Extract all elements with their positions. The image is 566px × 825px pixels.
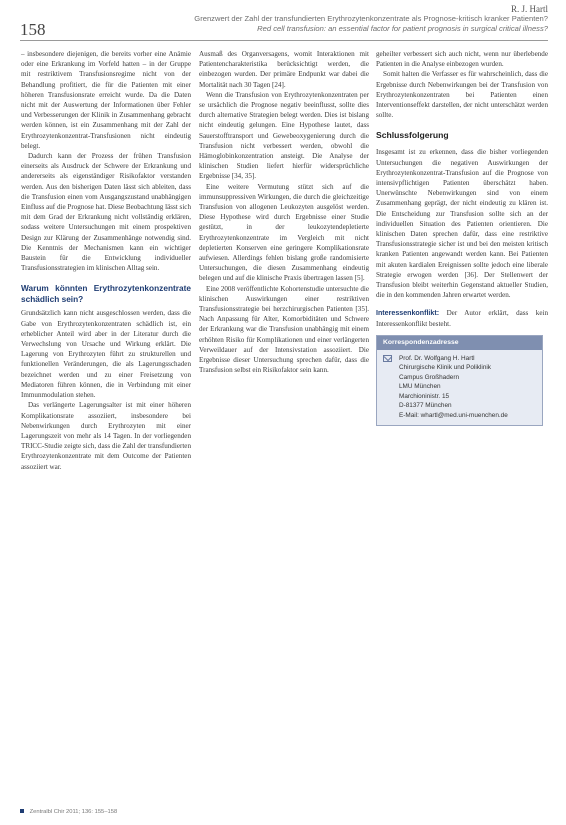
- correspondence-address: [377, 350, 542, 425]
- correspondence-line: D-81377 München: [399, 402, 452, 410]
- correspondence-line: Chirurgische Klinik und Poliklinik: [399, 364, 491, 372]
- text-column-3: [376, 49, 548, 426]
- body-paragraph: Insgesamt ist zu erkennen, dass die bisher vorliegenden Untersuchungen die negativen Auswirkungen der Erythrozytenkonzentrat-Transfusion auf die Prognose von intensivpflichtigen Patienten überschätzt haben. Unerwünschte Nebenwirkungen sind von einem Zusammenhang geprägt, der nicht eindeutig zu klären ist. Die Entscheidung zur Transfusion sollte sich an der individuellen Situation des Patienten orientieren. Die klinischen Daten sprechen dafür, dass eine restriktive Transfusionsstrategie sicher ist und bei den meisten kritisch kranken Patienten angewandt werden kann. Bei Patienten mit akuten kardialen Ereignissen sollte jedoch eine liberale Strategie erwogen werden [36]. Der Stellenwert der Transfusion bleibt weiterhin Gegenstand aktueller Studien, die in den kommenden Jahren erwartet werden.: [376, 148, 548, 300]
- envelope-icon: [383, 355, 392, 362]
- correspondence-line: Campus Großhadern: [399, 373, 460, 381]
- correspondence-line: Prof. Dr. Wolfgang H. Hartl: [399, 355, 475, 363]
- page-number: 158: [20, 20, 46, 39]
- body-paragraph: Somit halten die Verfasser es für wahrscheinlich, dass die Ergebnisse durch Nebenwirkungen bei der Transfusion von Erythrozytenkonzentraten bei Patienten einen Interventionseffekt darstellen, der nicht unterschätzt werden sollte.: [376, 70, 548, 120]
- correspondence-title: Korrespondenzadresse: [377, 336, 542, 350]
- body-paragraph: Wenn die Transfusion von Erythrozytenkonzentraten per se ursächlich die Prognose negativ beeinflusst, sollte dies durch alternative Strategien belegt werden. Dies ist bislang nicht eindeutig gelungen. Eine Hypothese lautet, dass Sauerstofftransport und Gewebeoxygenierung durch die Transfusion nicht verbessert werden, obwohl die Hämoglobinkonzentration ansteigt. Die Analyse der klinischen Studien liefert hierfür widersprüchliche Ergebnisse [34, 35].: [199, 90, 369, 181]
- header-author: R. J. Hartl: [511, 4, 548, 14]
- conflict-text: Der Autor erklärt, dass kein Interessenkonflikt besteht.: [376, 309, 548, 328]
- correspondence-box: [376, 335, 543, 426]
- body-paragraph: Das verlängerte Lagerungsalter ist mit einer höheren Komplikationsrate assoziiert, insbesondere bei Nebenwirkungen durch Erythrozyten mit einer Lagerungszeit von mehr als 14 Tagen. In der vorliegenden TRICC-Studie zeigte sich, dass die Zahl der transfundierten Erythrozytenkonzentrate mit dem Outcome der Patienten assoziiert war.: [21, 401, 191, 471]
- conflict-label: Interessenkonflikt:: [376, 309, 440, 318]
- body-paragraph: geheilter verbessert sich auch nicht, wenn nur überlebende Patienten in die Analyse einbezogen wurden.: [376, 50, 548, 69]
- header-title-german: Grenzwert der Zahl der transfundierten Erythrozytenkonzentrate als Prognose-kritisch kranker Patienten?: [194, 14, 548, 23]
- conflict-of-interest: [376, 308, 548, 328]
- body-paragraph: Grundsätzlich kann nicht ausgeschlossen werden, dass die Gabe von Erythrozytenkonzentraten schädlich ist, ein erheblicher Anteil wird aber in der Literatur durch die Verwechslung von Ursache und Wirkung erklärt. Die Lagerung von Erythrozyten führt zu strukturellen und funktionellen Veränderungen, die als Lagerungsschaden bezeichnet werden und zu einer Freisetzung von Mediatoren führen können, die in Verbindung mit einer Immunmodulation stehen.: [21, 309, 191, 400]
- text-column-2: [199, 49, 369, 376]
- page-footer: [20, 809, 117, 815]
- correspondence-line: LMU München: [399, 383, 441, 391]
- body-paragraph: Ausmaß des Organversagens, womit Interaktionen mit Patientencharakteristika berücksichtigt werden, die einbezogen wurden. Der primäre Endpunkt war dabei die Mortalität nach 30 Tagen [24].: [199, 50, 369, 89]
- header-title-english: Red cell transfusion: an essential factor for patient prognosis in surgical critical illness?: [257, 24, 548, 33]
- correspondence-email[interactable]: E-Mail: whartl@med.uni-muenchen.de: [399, 411, 508, 419]
- body-paragraph: Eine weitere Vermutung stützt sich auf die immunsuppressiven Wirkungen, die durch die gleichzeitige Transfusion von allogenen Leukozyten ausgelöst werden. Diese Hypothese wird durch Ergebnisse einer Studie gestützt, in der leukozytendepletierte Erythrozytenkonzentrate im Vergleich mit nicht depletierten Konserven eine geringere Komplikationsrate aufwiesen. Allerdings fehlen bislang große randomisierte Untersuchungen, die diesen Zusammenhang eindeutig belegen und auf die klinische Praxis übertragen lassen [5].: [199, 182, 369, 283]
- running-header: [128, 4, 548, 34]
- footer-bullet-icon: [20, 809, 24, 813]
- section-heading-why-harmful: Warum könnten Erythrozytenkonzentrate schädlich sein?: [21, 283, 191, 304]
- body-paragraph: Eine 2008 veröffentlichte Kohortenstudie untersuchte die klinischen Auswirkungen einer restriktiven Transfusionsstrategie bei herzchirurgischen Patienten [35]. Nach Anpassung für Alter, Komorbiditäten und Schwere der Erkrankung war die Transfusion unabhängig mit einem erhöhten Risiko für Komplikationen und einer verlängerten Verweildauer auf der Intensivstation assoziiert. Die Ergebnisse dieser Untersuchung sprechen dafür, dass die Transfusion selbst ein Risikofaktor sein kann.: [199, 284, 369, 375]
- header-divider: [20, 40, 548, 41]
- footer-citation: Zentralbl Chir 2011; 136: 155–158: [29, 809, 118, 815]
- section-heading-conclusion: Schlussfolgerung: [376, 130, 449, 141]
- text-column-1: [21, 49, 191, 472]
- body-paragraph: Dadurch kann der Prozess der frühen Transfusion einerseits als Ausdruck der Schwere der Erkrankung und andererseits als eigenständiger Risikofaktor verstanden werden. Aus den bisherigen Daten lässt sich ableiten, dass die Transfusion einen vom Ausgangszustand unabhängigen Einfluss auf die Prognose hat. Diese Beobachtung lässt sich mit dem Grad der Erkrankung nicht vollständig erklären, sodass weitere Untersuchungen mit einem prospektiven Design zur Klärung der Zusammenhänge notwendig sind. Die Kenntnis der Mechanismen kann ein wichtiger Baustein für die Entwicklung individueller Transfusionsstrategien im klinischen Alltag sein.: [21, 152, 191, 273]
- correspondence-line: Marchioninistr. 15: [399, 392, 450, 400]
- body-paragraph: – insbesondere diejenigen, die bereits vorher eine Anämie oder eine Erkrankung im Vorfeld hatten – in der Gruppe mit restriktivem Transfusionsregime nicht von der Behandlung profitiert, die für die Patienten mit einer höheren Transfusionsrate erreicht wurde. Da die Daten nicht mit der Auswertung der Informationen über Fehler und Verbesserungen der Klinik in Zusammenhang gebracht werden können, ist ein Zusammenhang mit der Zahl der Erythrozytenkonzentrat-Transfusionen nicht eindeutig belegt.: [21, 50, 191, 150]
